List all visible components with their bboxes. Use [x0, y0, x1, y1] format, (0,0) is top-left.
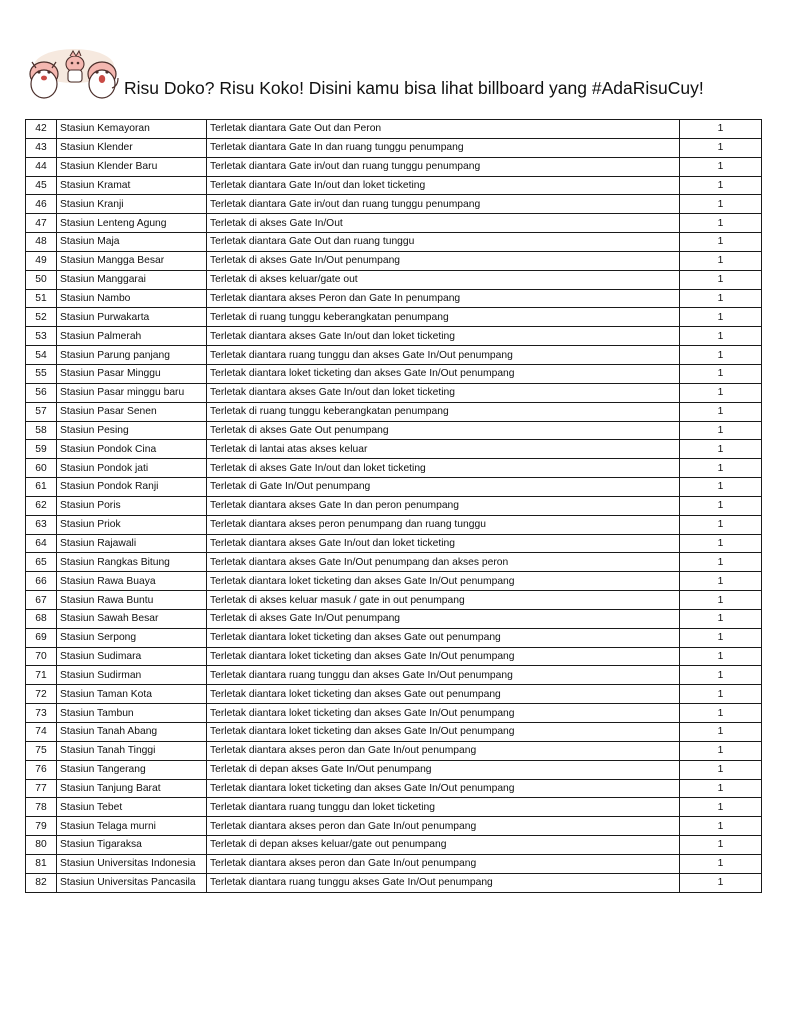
table-row — [26, 195, 762, 214]
billboard-location: Terletak di ruang tunggu keberangkatan penumpang — [207, 402, 680, 421]
row-number: 59 — [26, 440, 57, 459]
billboard-location: Terletak di lantai atas akses keluar — [207, 440, 680, 459]
row-number: 45 — [26, 176, 57, 195]
billboard-location: Terletak diantara ruang tunggu dan loket ticketing — [207, 798, 680, 817]
station-name: Stasiun Palmerah — [57, 327, 207, 346]
table-row — [26, 233, 762, 252]
station-name: Stasiun Tambun — [57, 704, 207, 723]
billboard-location: Terletak diantara Gate in/out dan ruang tunggu penumpang — [207, 195, 680, 214]
billboard-location: Terletak diantara Gate Out dan ruang tunggu — [207, 233, 680, 252]
billboard-quantity: 1 — [680, 836, 762, 855]
table-row — [26, 798, 762, 817]
station-name: Stasiun Klender — [57, 138, 207, 157]
billboard-location: Terletak diantara Gate in/out dan ruang tunggu penumpang — [207, 157, 680, 176]
billboard-location: Terletak diantara Gate In/out dan loket ticketing — [207, 176, 680, 195]
billboard-location: Terletak diantara loket ticketing dan akses Gate In/Out penumpang — [207, 723, 680, 742]
billboard-quantity: 1 — [680, 515, 762, 534]
station-name: Stasiun Tebet — [57, 798, 207, 817]
billboard-quantity: 1 — [680, 817, 762, 836]
station-name: Stasiun Poris — [57, 496, 207, 515]
billboard-location: Terletak diantara akses Gate In/Out penumpang dan akses peron — [207, 553, 680, 572]
row-number: 52 — [26, 308, 57, 327]
station-name: Stasiun Sawah Besar — [57, 609, 207, 628]
billboard-quantity: 1 — [680, 402, 762, 421]
station-name: Stasiun Universitas Indonesia — [57, 854, 207, 873]
row-number: 53 — [26, 327, 57, 346]
billboard-quantity: 1 — [680, 798, 762, 817]
billboard-location: Terletak diantara akses Gate In dan peron penumpang — [207, 496, 680, 515]
table-row — [26, 346, 762, 365]
station-name: Stasiun Parung panjang — [57, 346, 207, 365]
station-name: Stasiun Mangga Besar — [57, 251, 207, 270]
station-name: Stasiun Pondok Cina — [57, 440, 207, 459]
billboard-location: Terletak diantara loket ticketing dan akses Gate out penumpang — [207, 685, 680, 704]
billboard-quantity: 1 — [680, 383, 762, 402]
billboard-location: Terletak diantara akses Gate In/out dan loket ticketing — [207, 327, 680, 346]
table-row — [26, 308, 762, 327]
billboard-location: Terletak diantara ruang tunggu akses Gate In/Out penumpang — [207, 873, 680, 892]
billboard-location: Terletak di Gate In/Out penumpang — [207, 478, 680, 497]
billboard-location: Terletak di akses Gate In/Out penumpang — [207, 251, 680, 270]
table-row — [26, 459, 762, 478]
billboard-quantity: 1 — [680, 157, 762, 176]
row-number: 55 — [26, 364, 57, 383]
table-row — [26, 591, 762, 610]
station-name: Stasiun Kranji — [57, 195, 207, 214]
table-row — [26, 685, 762, 704]
table-row — [26, 383, 762, 402]
row-number: 43 — [26, 138, 57, 157]
station-name: Stasiun Tanjung Barat — [57, 779, 207, 798]
table-row — [26, 704, 762, 723]
row-number: 81 — [26, 854, 57, 873]
billboard-location: Terletak diantara loket ticketing dan akses Gate out penumpang — [207, 628, 680, 647]
row-number: 65 — [26, 553, 57, 572]
station-name: Stasiun Sudimara — [57, 647, 207, 666]
table-row — [26, 572, 762, 591]
row-number: 56 — [26, 383, 57, 402]
billboard-quantity: 1 — [680, 723, 762, 742]
row-number: 49 — [26, 251, 57, 270]
billboard-quantity: 1 — [680, 854, 762, 873]
table-row — [26, 440, 762, 459]
table-row — [26, 854, 762, 873]
station-name: Stasiun Kramat — [57, 176, 207, 195]
row-number: 61 — [26, 478, 57, 497]
station-name: Stasiun Maja — [57, 233, 207, 252]
table-row — [26, 157, 762, 176]
table-row — [26, 421, 762, 440]
table-row — [26, 836, 762, 855]
billboard-location: Terletak di depan akses Gate In/Out penumpang — [207, 760, 680, 779]
station-name: Stasiun Pasar minggu baru — [57, 383, 207, 402]
station-name: Stasiun Tangerang — [57, 760, 207, 779]
billboard-quantity: 1 — [680, 308, 762, 327]
billboard-quantity: 1 — [680, 628, 762, 647]
table-row — [26, 723, 762, 742]
risu-mascot-icon — [28, 44, 120, 102]
row-number: 78 — [26, 798, 57, 817]
row-number: 82 — [26, 873, 57, 892]
table-row — [26, 760, 762, 779]
station-name: Stasiun Purwakarta — [57, 308, 207, 327]
table-row — [26, 478, 762, 497]
table-row — [26, 817, 762, 836]
billboard-quantity: 1 — [680, 233, 762, 252]
row-number: 62 — [26, 496, 57, 515]
billboard-quantity: 1 — [680, 760, 762, 779]
billboard-location: Terletak diantara akses Gate In/out dan loket ticketing — [207, 534, 680, 553]
table-row — [26, 553, 762, 572]
row-number: 69 — [26, 628, 57, 647]
row-number: 57 — [26, 402, 57, 421]
station-name: Stasiun Rawa Buntu — [57, 591, 207, 610]
row-number: 71 — [26, 666, 57, 685]
station-name: Stasiun Pondok jati — [57, 459, 207, 478]
row-number: 74 — [26, 723, 57, 742]
billboard-quantity: 1 — [680, 553, 762, 572]
station-name: Stasiun Rajawali — [57, 534, 207, 553]
station-name: Stasiun Nambo — [57, 289, 207, 308]
table-row — [26, 364, 762, 383]
billboard-quantity: 1 — [680, 572, 762, 591]
station-name: Stasiun Universitas Pancasila — [57, 873, 207, 892]
billboard-location: Terletak di akses Gate Out penumpang — [207, 421, 680, 440]
billboard-location: Terletak diantara ruang tunggu dan akses Gate In/Out penumpang — [207, 666, 680, 685]
billboard-quantity: 1 — [680, 685, 762, 704]
billboard-location: Terletak diantara akses peron dan Gate In/out penumpang — [207, 817, 680, 836]
station-name: Stasiun Tanah Tinggi — [57, 741, 207, 760]
billboard-location-table — [25, 119, 762, 893]
billboard-location: Terletak diantara loket ticketing dan akses Gate In/Out penumpang — [207, 704, 680, 723]
billboard-location: Terletak diantara akses peron penumpang dan ruang tunggu — [207, 515, 680, 534]
billboard-location: Terletak diantara Gate Out dan Peron — [207, 120, 680, 139]
station-name: Stasiun Tanah Abang — [57, 723, 207, 742]
billboard-location: Terletak diantara Gate In dan ruang tunggu penumpang — [207, 138, 680, 157]
station-name: Stasiun Pondok Ranji — [57, 478, 207, 497]
station-name: Stasiun Telaga murni — [57, 817, 207, 836]
billboard-quantity: 1 — [680, 327, 762, 346]
row-number: 51 — [26, 289, 57, 308]
row-number: 54 — [26, 346, 57, 365]
billboard-quantity: 1 — [680, 873, 762, 892]
station-name: Stasiun Pesing — [57, 421, 207, 440]
row-number: 66 — [26, 572, 57, 591]
row-number: 42 — [26, 120, 57, 139]
table-row — [26, 628, 762, 647]
table-row — [26, 402, 762, 421]
row-number: 64 — [26, 534, 57, 553]
billboard-quantity: 1 — [680, 496, 762, 515]
billboard-location: Terletak di akses Gate In/Out penumpang — [207, 609, 680, 628]
billboard-quantity: 1 — [680, 251, 762, 270]
billboard-quantity: 1 — [680, 421, 762, 440]
station-name: Stasiun Klender Baru — [57, 157, 207, 176]
station-name: Stasiun Lenteng Agung — [57, 214, 207, 233]
row-number: 58 — [26, 421, 57, 440]
table-row — [26, 534, 762, 553]
row-number: 47 — [26, 214, 57, 233]
table-row — [26, 120, 762, 139]
row-number: 79 — [26, 817, 57, 836]
billboard-quantity: 1 — [680, 666, 762, 685]
billboard-quantity: 1 — [680, 138, 762, 157]
billboard-quantity: 1 — [680, 176, 762, 195]
station-name: Stasiun Rangkas Bitung — [57, 553, 207, 572]
billboard-quantity: 1 — [680, 704, 762, 723]
station-name: Stasiun Manggarai — [57, 270, 207, 289]
table-row — [26, 515, 762, 534]
row-number: 46 — [26, 195, 57, 214]
table-row — [26, 251, 762, 270]
row-number: 50 — [26, 270, 57, 289]
row-number: 75 — [26, 741, 57, 760]
station-name: Stasiun Taman Kota — [57, 685, 207, 704]
station-name: Stasiun Tigaraksa — [57, 836, 207, 855]
table-row — [26, 496, 762, 515]
billboard-quantity: 1 — [680, 440, 762, 459]
row-number: 80 — [26, 836, 57, 855]
billboard-quantity: 1 — [680, 591, 762, 610]
billboard-quantity: 1 — [680, 270, 762, 289]
row-number: 72 — [26, 685, 57, 704]
station-name: Stasiun Serpong — [57, 628, 207, 647]
row-number: 70 — [26, 647, 57, 666]
table-row — [26, 138, 762, 157]
table-row — [26, 741, 762, 760]
station-name: Stasiun Pasar Senen — [57, 402, 207, 421]
table-row — [26, 609, 762, 628]
row-number: 60 — [26, 459, 57, 478]
table-row — [26, 327, 762, 346]
row-number: 73 — [26, 704, 57, 723]
row-number: 63 — [26, 515, 57, 534]
table-row — [26, 873, 762, 892]
billboard-location: Terletak diantara loket ticketing dan akses Gate In/Out penumpang — [207, 572, 680, 591]
billboard-location: Terletak diantara akses peron dan Gate In/out penumpang — [207, 741, 680, 760]
billboard-quantity: 1 — [680, 534, 762, 553]
billboard-location: Terletak di akses keluar masuk / gate in out penumpang — [207, 591, 680, 610]
billboard-location: Terletak diantara akses peron dan Gate In/out penumpang — [207, 854, 680, 873]
page-title: Risu Doko? Risu Koko! Disini kamu bisa lihat billboard yang #AdaRisuCuy! — [124, 78, 704, 98]
table-row — [26, 214, 762, 233]
station-name: Stasiun Sudirman — [57, 666, 207, 685]
billboard-quantity: 1 — [680, 647, 762, 666]
station-name: Stasiun Kemayoran — [57, 120, 207, 139]
table-row — [26, 176, 762, 195]
table-row — [26, 666, 762, 685]
billboard-location: Terletak di depan akses keluar/gate out penumpang — [207, 836, 680, 855]
row-number: 44 — [26, 157, 57, 176]
row-number: 76 — [26, 760, 57, 779]
billboard-quantity: 1 — [680, 120, 762, 139]
station-name: Stasiun Priok — [57, 515, 207, 534]
billboard-quantity: 1 — [680, 609, 762, 628]
billboard-location: Terletak di ruang tunggu keberangkatan penumpang — [207, 308, 680, 327]
billboard-location: Terletak diantara loket ticketing dan akses Gate In/Out penumpang — [207, 647, 680, 666]
billboard-quantity: 1 — [680, 346, 762, 365]
page-header — [28, 44, 768, 102]
row-number: 67 — [26, 591, 57, 610]
billboard-quantity: 1 — [680, 195, 762, 214]
billboard-location: Terletak diantara loket ticketing dan akses Gate In/Out penumpang — [207, 779, 680, 798]
billboard-location: Terletak di akses Gate In/out dan loket ticketing — [207, 459, 680, 478]
table-row — [26, 289, 762, 308]
billboard-location: Terletak diantara akses Gate In/out dan loket ticketing — [207, 383, 680, 402]
billboard-location: Terletak di akses Gate In/Out — [207, 214, 680, 233]
table-row — [26, 270, 762, 289]
billboard-quantity: 1 — [680, 741, 762, 760]
billboard-location: Terletak diantara ruang tunggu dan akses Gate In/Out penumpang — [207, 346, 680, 365]
table-row — [26, 779, 762, 798]
billboard-location: Terletak diantara akses Peron dan Gate In penumpang — [207, 289, 680, 308]
billboard-location: Terletak di akses keluar/gate out — [207, 270, 680, 289]
billboard-quantity: 1 — [680, 459, 762, 478]
station-name: Stasiun Pasar Minggu — [57, 364, 207, 383]
billboard-quantity: 1 — [680, 214, 762, 233]
row-number: 68 — [26, 609, 57, 628]
billboard-quantity: 1 — [680, 364, 762, 383]
row-number: 77 — [26, 779, 57, 798]
row-number: 48 — [26, 233, 57, 252]
billboard-location: Terletak diantara loket ticketing dan akses Gate In/Out penumpang — [207, 364, 680, 383]
billboard-quantity: 1 — [680, 289, 762, 308]
billboard-quantity: 1 — [680, 478, 762, 497]
billboard-quantity: 1 — [680, 779, 762, 798]
table-row — [26, 647, 762, 666]
station-name: Stasiun Rawa Buaya — [57, 572, 207, 591]
